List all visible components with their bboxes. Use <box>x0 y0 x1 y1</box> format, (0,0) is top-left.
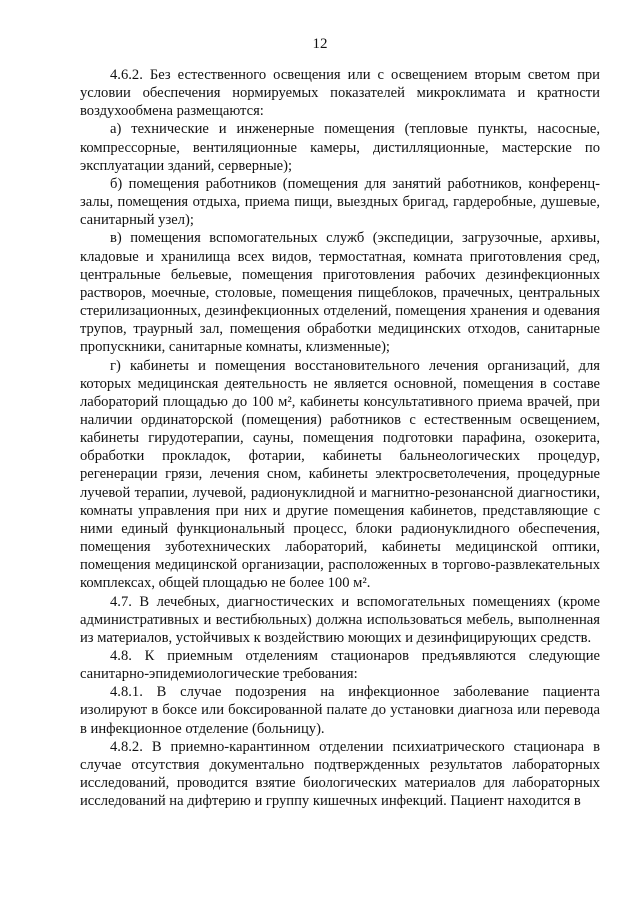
paragraph-4-8: 4.8. К приемным отделениям стационаров предъявляются следующие санитарно-эпидемиологические требования: <box>80 648 600 683</box>
paragraph-4-8-1: 4.8.1. В случае подозрения на инфекционное заболевание пациента изолируют в боксе или боксированной палате до установки диагноза или перевода в инфекционное отделение (больницу). <box>80 684 600 737</box>
paragraph-item-g: г) кабинеты и помещения восстановительного лечения организаций, для которых медицинская деятельность не является основной, помещения в составе лабораторий площадью до 100 м², кабинеты консультативного приема врачей, при наличии ординаторской (помещения) работников с естественным освещением, кабинеты гирудотерапии, сауны, помещения подготовки парафина, озокерита, обработки прокладок, фотарии, кабинеты бальнеологических процедур, регенерации грязи, лечения сном, кабинеты электросветолечения, процедурные лучевой терапии, лучевой, радионуклидной и магнитно-резонансной диагностики, комнаты управления при них и другие помещения кабинетов, представляющие с ними единый функциональный процесс, блоки радионуклидного обеспечения, помещения зуботехнических лабораторий, кабинеты медицинской оптики, помещения медицинской организации, расположенных в торгово-развлекательных комплексах, общей площадью не более 100 м². <box>80 357 600 592</box>
paragraph-4-7: 4.7. В лечебных, диагностических и вспомогательных помещениях (кроме административных и вестибюльных) должна использоваться мебель, выполненная из материалов, устойчивых к воздействию моющих и дезинфицирующих средств. <box>80 593 600 646</box>
document-body <box>80 66 600 810</box>
paragraph-item-v: в) помещения вспомогательных служб (экспедиции, загрузочные, архивы, кладовые и хранилища всех видов, термостатная, комната приготовления сред, центральные бельевые, помещения приготовления рабочих дезинфекционных растворов, моечные, столовые, помещения пищеблоков, прачечных, центральных стерилизационных, дезинфекционных отделений, помещения хранения и одевания трупов, траурный зал, помещения обработки медицинских отходов, санитарные пропускники, санитарные комнаты, клизменные); <box>80 230 600 356</box>
paragraph-4-6-2: 4.6.2. Без естественного освещения или с освещением вторым светом при условии обеспечения нормируемых показателей микроклимата и кратности воздухообмена размещаются: <box>80 67 600 120</box>
paragraph-item-a: а) технические и инженерные помещения (тепловые пункты, насосные, компрессорные, вентиляционные камеры, дистилляционные, мастерские по эксплуатации зданий, серверные); <box>80 121 600 174</box>
page-number: 12 <box>312 36 328 52</box>
paragraph-item-b: б) помещения работников (помещения для занятий работников, конференц-залы, помещения отдыха, приема пищи, выездных бригад, гардеробные, душевые, санитарный узел); <box>80 175 600 229</box>
paragraph-4-8-2: 4.8.2. В приемно-карантинном отделении психиатрического стационара в случае отсутствия документально подтвержденных результатов лабораторных исследований, проводится взятие биологических материалов для лабораторных исследований на дифтерию и группу кишечных инфекций. Пациент находится в <box>80 738 600 810</box>
